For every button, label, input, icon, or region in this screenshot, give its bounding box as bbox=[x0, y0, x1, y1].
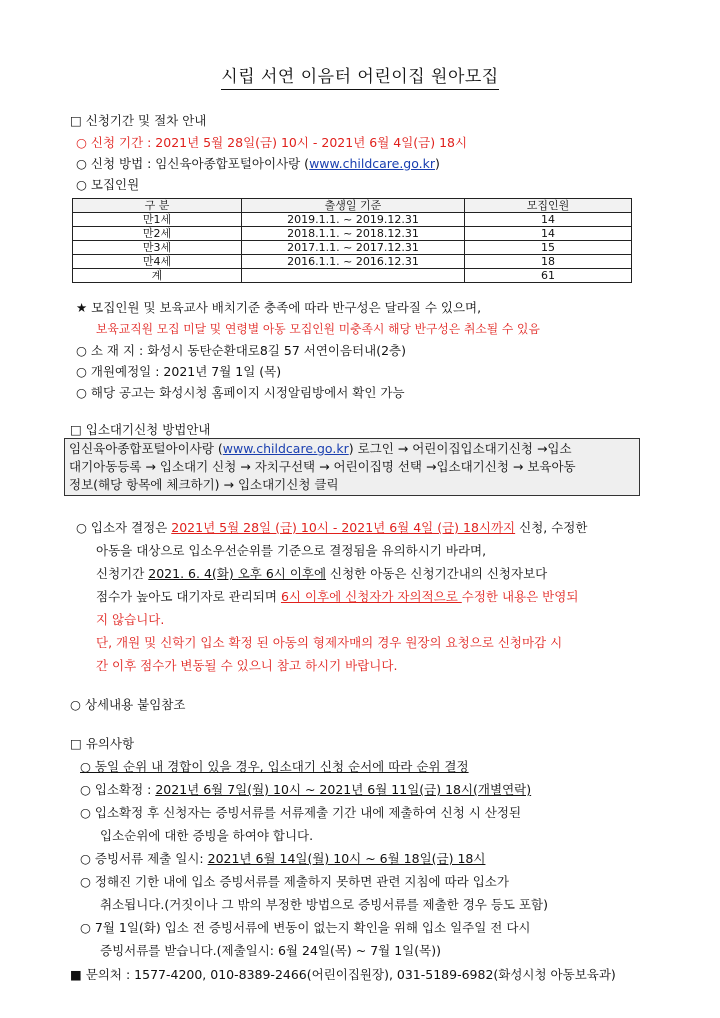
section-heading-application: □ 신청기간 및 절차 안내 bbox=[70, 113, 207, 128]
procedure-line1: 임신육아종합포털아이사랑 (www.childcare.go.kr) 로그인 → 어린이집입소대기신청 →입소 bbox=[69, 441, 572, 456]
table-cell: 만2세 bbox=[73, 227, 242, 241]
caution-item-6: ○ 7월 1일(화) 입소 전 증빙서류에 변동이 없는지 확인을 위해 입소 일주일 전 다시 bbox=[80, 920, 531, 935]
application-period: ○ 신청 기간 : 2021년 5월 28일(금) 10시 - 2021년 6월 4일(금) 18시 bbox=[76, 135, 468, 150]
table-cell: 2018.1.1. ~ 2018.12.31 bbox=[242, 227, 465, 241]
table-row bbox=[73, 227, 632, 241]
table-cell: 2019.1.1. ~ 2019.12.31 bbox=[242, 213, 465, 227]
decision-line2: 아동을 대상으로 입소우선순위를 기준으로 결정됨을 유의하시기 바라며, bbox=[96, 543, 487, 558]
table-header-row bbox=[73, 199, 632, 213]
table-row bbox=[73, 213, 632, 227]
caution-item-4: ○ 증빙서류 제출 일시: 2021년 6월 14일(월) 10시 ~ 6월 18일(금) 18시 bbox=[80, 851, 486, 866]
table-row bbox=[73, 255, 632, 269]
notice-line: ○ 해당 공고는 화성시청 홈페이지 시정알림방에서 확인 가능 bbox=[76, 385, 405, 400]
decision-line3: 신청기간 2021. 6. 4(화) 오후 6시 이후에 신청한 아동은 신청기간내의 신청자보다 bbox=[96, 566, 548, 581]
caution-item-6-cont: 증빙서류를 받습니다.(제출일시: 6월 24일(목) ~ 7월 1일(목)) bbox=[100, 943, 441, 958]
caution-item-3-cont: 입소순위에 대한 증빙을 하여야 합니다. bbox=[100, 828, 314, 843]
table-cell: 18 bbox=[465, 255, 632, 269]
table-cell: 2017.1.1. ~ 2017.12.31 bbox=[242, 241, 465, 255]
table-cell: 61 bbox=[465, 269, 632, 283]
procedure-line2: 대기아동등록 → 입소대기 신청 → 자치구선택 → 어린이집명 선택 →입소대기신청 → 보육아동 bbox=[69, 459, 576, 474]
note-star-line1: ★ 모집인원 및 보육교사 배치기준 충족에 따라 반구성은 달라질 수 있으며, bbox=[76, 300, 482, 315]
table-cell: 14 bbox=[465, 213, 632, 227]
recruitment-table bbox=[72, 198, 632, 283]
decision-line7: 간 이후 점수가 변동될 수 있으니 참고 하시기 바랍니다. bbox=[96, 658, 398, 673]
caution-item-5: ○ 정해진 기한 내에 입소 증빙서류를 제출하지 못하면 관련 지침에 따라 입소가 bbox=[80, 874, 509, 889]
decision-line1: ○ 입소자 결정은 2021년 5월 28일 (금) 10시 - 2021년 6월 4일 (금) 18시까지 신청, 수정한 bbox=[76, 520, 588, 535]
table-cell: 14 bbox=[465, 227, 632, 241]
table-cell: 2016.1.1. ~ 2016.12.31 bbox=[242, 255, 465, 269]
section-heading-waitlist: □ 입소대기신청 방법안내 bbox=[70, 422, 211, 437]
section-heading-cautions: □ 유의사항 bbox=[70, 736, 135, 751]
table-cell: 만1세 bbox=[73, 213, 242, 227]
table-header-cell: 모집인원 bbox=[465, 199, 632, 213]
table-total-row bbox=[73, 269, 632, 283]
table-header-cell: 출생일 기준 bbox=[242, 199, 465, 213]
table-cell: 계 bbox=[73, 269, 242, 283]
table-cell: 15 bbox=[465, 241, 632, 255]
table-cell bbox=[242, 269, 465, 283]
contact-line: ■ 문의처 : 1577-4200, 010-8389-2466(어린이집원장), 031-5189-6982(화성시청 아동보육과) bbox=[70, 967, 616, 982]
note-star-line2: 보육교직원 모집 미달 및 연령별 아동 모집인원 미충족시 해당 반구성은 취소될 수 있음 bbox=[96, 322, 540, 336]
table-row bbox=[73, 241, 632, 255]
address-line: ○ 소 재 지 : 화성시 동탄순환대로8길 57 서연이음터내(2층) bbox=[76, 343, 406, 358]
application-method: ○ 신청 방법 : 임신육아종합포털아이사랑 (www.childcare.go.kr) bbox=[76, 156, 440, 171]
detail-reference: ○ 상세내용 붙임참조 bbox=[70, 697, 186, 712]
waitlist-procedure-box bbox=[64, 438, 640, 496]
childcare-link[interactable]: www.childcare.go.kr bbox=[309, 156, 436, 171]
page-title: 시립 서연 이음터 어린이집 원아모집 bbox=[0, 62, 720, 87]
childcare-link-box[interactable]: www.childcare.go.kr bbox=[222, 441, 349, 456]
decision-line6: 단, 개원 및 신학기 입소 확정 된 아동의 형제자매의 경우 원장의 요청으로 신청마감 시 bbox=[96, 635, 563, 650]
recruitment-label: ○ 모집인원 bbox=[76, 177, 140, 192]
caution-item-3: ○ 입소확정 후 신청자는 증빙서류를 서류제출 기간 내에 제출하여 신청 시 산정된 bbox=[80, 805, 522, 820]
table-cell: 만4세 bbox=[73, 255, 242, 269]
caution-item-5-cont: 취소됩니다.(거짓이나 그 밖의 부정한 방법으로 증빙서류를 제출한 경우 등도 포함) bbox=[100, 897, 548, 912]
table-cell: 만3세 bbox=[73, 241, 242, 255]
decision-line5: 지 않습니다. bbox=[96, 612, 165, 627]
decision-line4: 점수가 높아도 대기자로 관리되며 6시 이후에 신청자가 자의적으로 수정한 내용은 반영되 bbox=[96, 589, 579, 604]
procedure-line3: 정보(해당 항목에 체크하기) → 입소대기신청 클릭 bbox=[69, 477, 339, 492]
caution-item-2: ○ 입소확정 : 2021년 6월 7일(월) 10시 ~ 2021년 6월 11일(금) 18시(개별연락) bbox=[80, 782, 532, 797]
opening-date-line: ○ 개원예정일 : 2021년 7월 1일 (목) bbox=[76, 364, 282, 379]
table-header-cell: 구 분 bbox=[73, 199, 242, 213]
caution-item-1: ○ 동일 순위 내 경합이 있을 경우, 입소대기 신청 순서에 따라 순위 결정 bbox=[80, 759, 469, 774]
